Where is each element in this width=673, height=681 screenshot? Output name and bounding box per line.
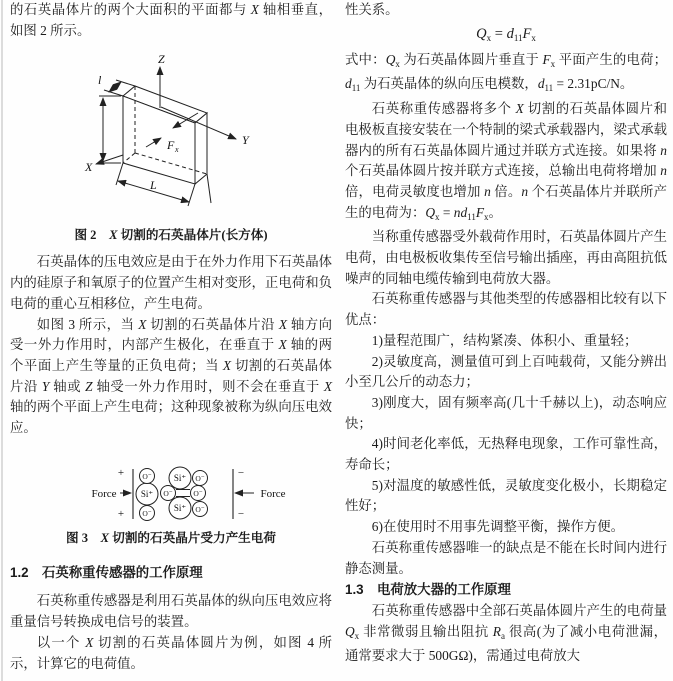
paragraph-formula-explanation: 式中：$Q_x$ 为石英晶体圆片垂直于 $F_x$ 平面产生的电荷；$d_{11}$ 为石英晶体的纵向压电模数，$d_{11} = 2.31pC/N$。 <box>345 51 667 94</box>
paragraph-piezo-effect: 石英晶体的压电效应是由于在外力作用下石英晶体内的硅原子和氧原子的位置产生相对变形，正电荷和负电荷的重心互相移位，产生电荷。 <box>10 254 332 311</box>
plus-sign-bottom: + <box>117 507 125 520</box>
minus-sign-top: − <box>237 466 245 479</box>
length-label: L <box>150 178 157 193</box>
equation-charge-formula: $Q_x = d_{11}F_x$ <box>476 25 536 43</box>
minus-sign-bottom: − <box>237 507 245 520</box>
right-column <box>345 0 667 667</box>
atom-label: O⁻ <box>163 488 173 498</box>
z-axis-label: Z <box>158 52 165 67</box>
paragraph-parallel-connection: 石英称重传感器将多个 X 切割的石英晶体圆片和电极板直接安装在一个特制的梁式承载器内，梁式承载器内的所有石英晶体圆片通过并联方式连接。如果将 n 个石英晶体圆片按并联方式连接，总输出电荷将增加 n 倍，电荷灵敏度也增加 n 倍。n 个石英晶体片并联所产生的电荷为：$Q_x = nd_{11}F_x$。 <box>345 101 667 222</box>
force-text-left: Force <box>91 487 117 500</box>
section-heading-1-3: 1.3 电荷放大器的工作原理 <box>345 582 511 598</box>
left-column <box>10 0 332 674</box>
list-item-advantage-2: 2)灵敏度高，测量值可到上百吨载荷，又能分辨出小至几公斤的动态力； <box>345 353 667 390</box>
paragraph-continuation: 的石英晶体片的两个大面积的平面都与 X 轴相垂直，如图 2 所示。 <box>10 2 332 38</box>
atom-label: O⁻ <box>195 473 205 483</box>
paragraph-continuation: 性关系。 <box>345 2 399 17</box>
list-item-advantage-3: 3)刚度大，固有频率高(几十千赫以上)，动态响应快； <box>345 394 667 431</box>
list-item-advantage-5: 5)对温度的敏感性低，灵敏度变化极小，长期稳定性好； <box>345 477 667 514</box>
list-item-advantage-6: 6)在使用时不用事先调整平衡，操作方便。 <box>371 519 624 535</box>
atom-label: O⁻ <box>195 504 205 514</box>
paragraph-figure3-explanation: 如图 3 所示，当 X 切割的石英晶体片沿 X 轴方向受一外力作用时，内部产生极化，在垂直于 X 轴的两个平面上产生等量的正负电荷；当 X 切割的石英晶体片沿 Y 轴或 Z 轴受一外力作用时，则不会在垂直于 X 轴的两个平面上产生电荷；这种现象被称为纵向压电效应。 <box>10 316 332 436</box>
list-item-advantage-1: 1)量程范围广，结构紧凑、体积小、重量轻； <box>371 332 638 348</box>
thickness-label: l <box>98 73 102 88</box>
thickness-dimension-arrow <box>109 82 121 92</box>
paragraph-drawback: 石英称重传感器唯一的缺点是不能在长时间内进行静态测量。 <box>345 539 667 576</box>
force-text-right: Force <box>260 487 286 500</box>
paragraph-charge-amplifier: 石英称重传感器中全部石英晶体圆片产生的电荷量 $Q_x$ 非常微弱且输出阻抗 $R_a$ 很高(为了减小电荷泄漏，通常要求大于 500GΩ)，需通过电荷放大 <box>345 602 667 664</box>
paragraph-sensor-definition: 石英称重传感器是利用石英晶体的纵向压电效应将重量信号转换成电信号的装置。 <box>10 593 332 630</box>
atom-label: Si⁺ <box>173 472 187 483</box>
force-label-subscript: x <box>175 145 179 155</box>
list-item-advantage-4: 4)时间老化率低，无热释电现象，工作可靠性高，寿命长； <box>345 436 667 473</box>
bond-lines <box>176 489 190 496</box>
paragraph-load-signal: 当称重传感器受外载荷作用时，石英晶体圆片产生电荷，由电极板收集传至信号输出插座，再由高阻抗低噪声的同轴电缆传输到电荷放大器。 <box>345 229 667 286</box>
scan-edge-artifact <box>1 0 3 681</box>
paragraph-example: 以一个 X 切割的石英晶体圆片为例，如图 4 所示，计算它的电荷值。 <box>10 634 332 671</box>
force-label: F <box>167 138 175 153</box>
figure-2 <box>10 51 332 244</box>
section-heading-1-2: 1.2 石英称重传感器的工作原理 <box>10 564 203 580</box>
atom-label: O⁻ <box>142 471 152 481</box>
atom-label: O⁻ <box>193 488 203 498</box>
atom-label: Si⁺ <box>140 488 154 499</box>
paragraph-advantages-intro: 石英称重传感器与其他类型的传感器相比较有以下优点： <box>345 291 667 328</box>
atom-label: Si⁺ <box>173 502 187 513</box>
x-axis-label: X <box>85 160 93 175</box>
y-axis-label: Y <box>242 133 249 148</box>
figure-3 <box>10 465 332 547</box>
atom-label: O⁻ <box>142 508 152 518</box>
figure-2-caption: 图 2 X 切割的石英晶体片(长方体) <box>74 228 268 243</box>
plus-sign-top: + <box>117 466 125 479</box>
figure-2-crystal-plate-drawing <box>70 51 320 223</box>
plate-outline <box>96 67 236 206</box>
figure-3-caption: 图 3 X 切割的石英晶片受力产生电荷 <box>66 530 276 545</box>
figure-3-atoms-drawing <box>88 465 293 523</box>
